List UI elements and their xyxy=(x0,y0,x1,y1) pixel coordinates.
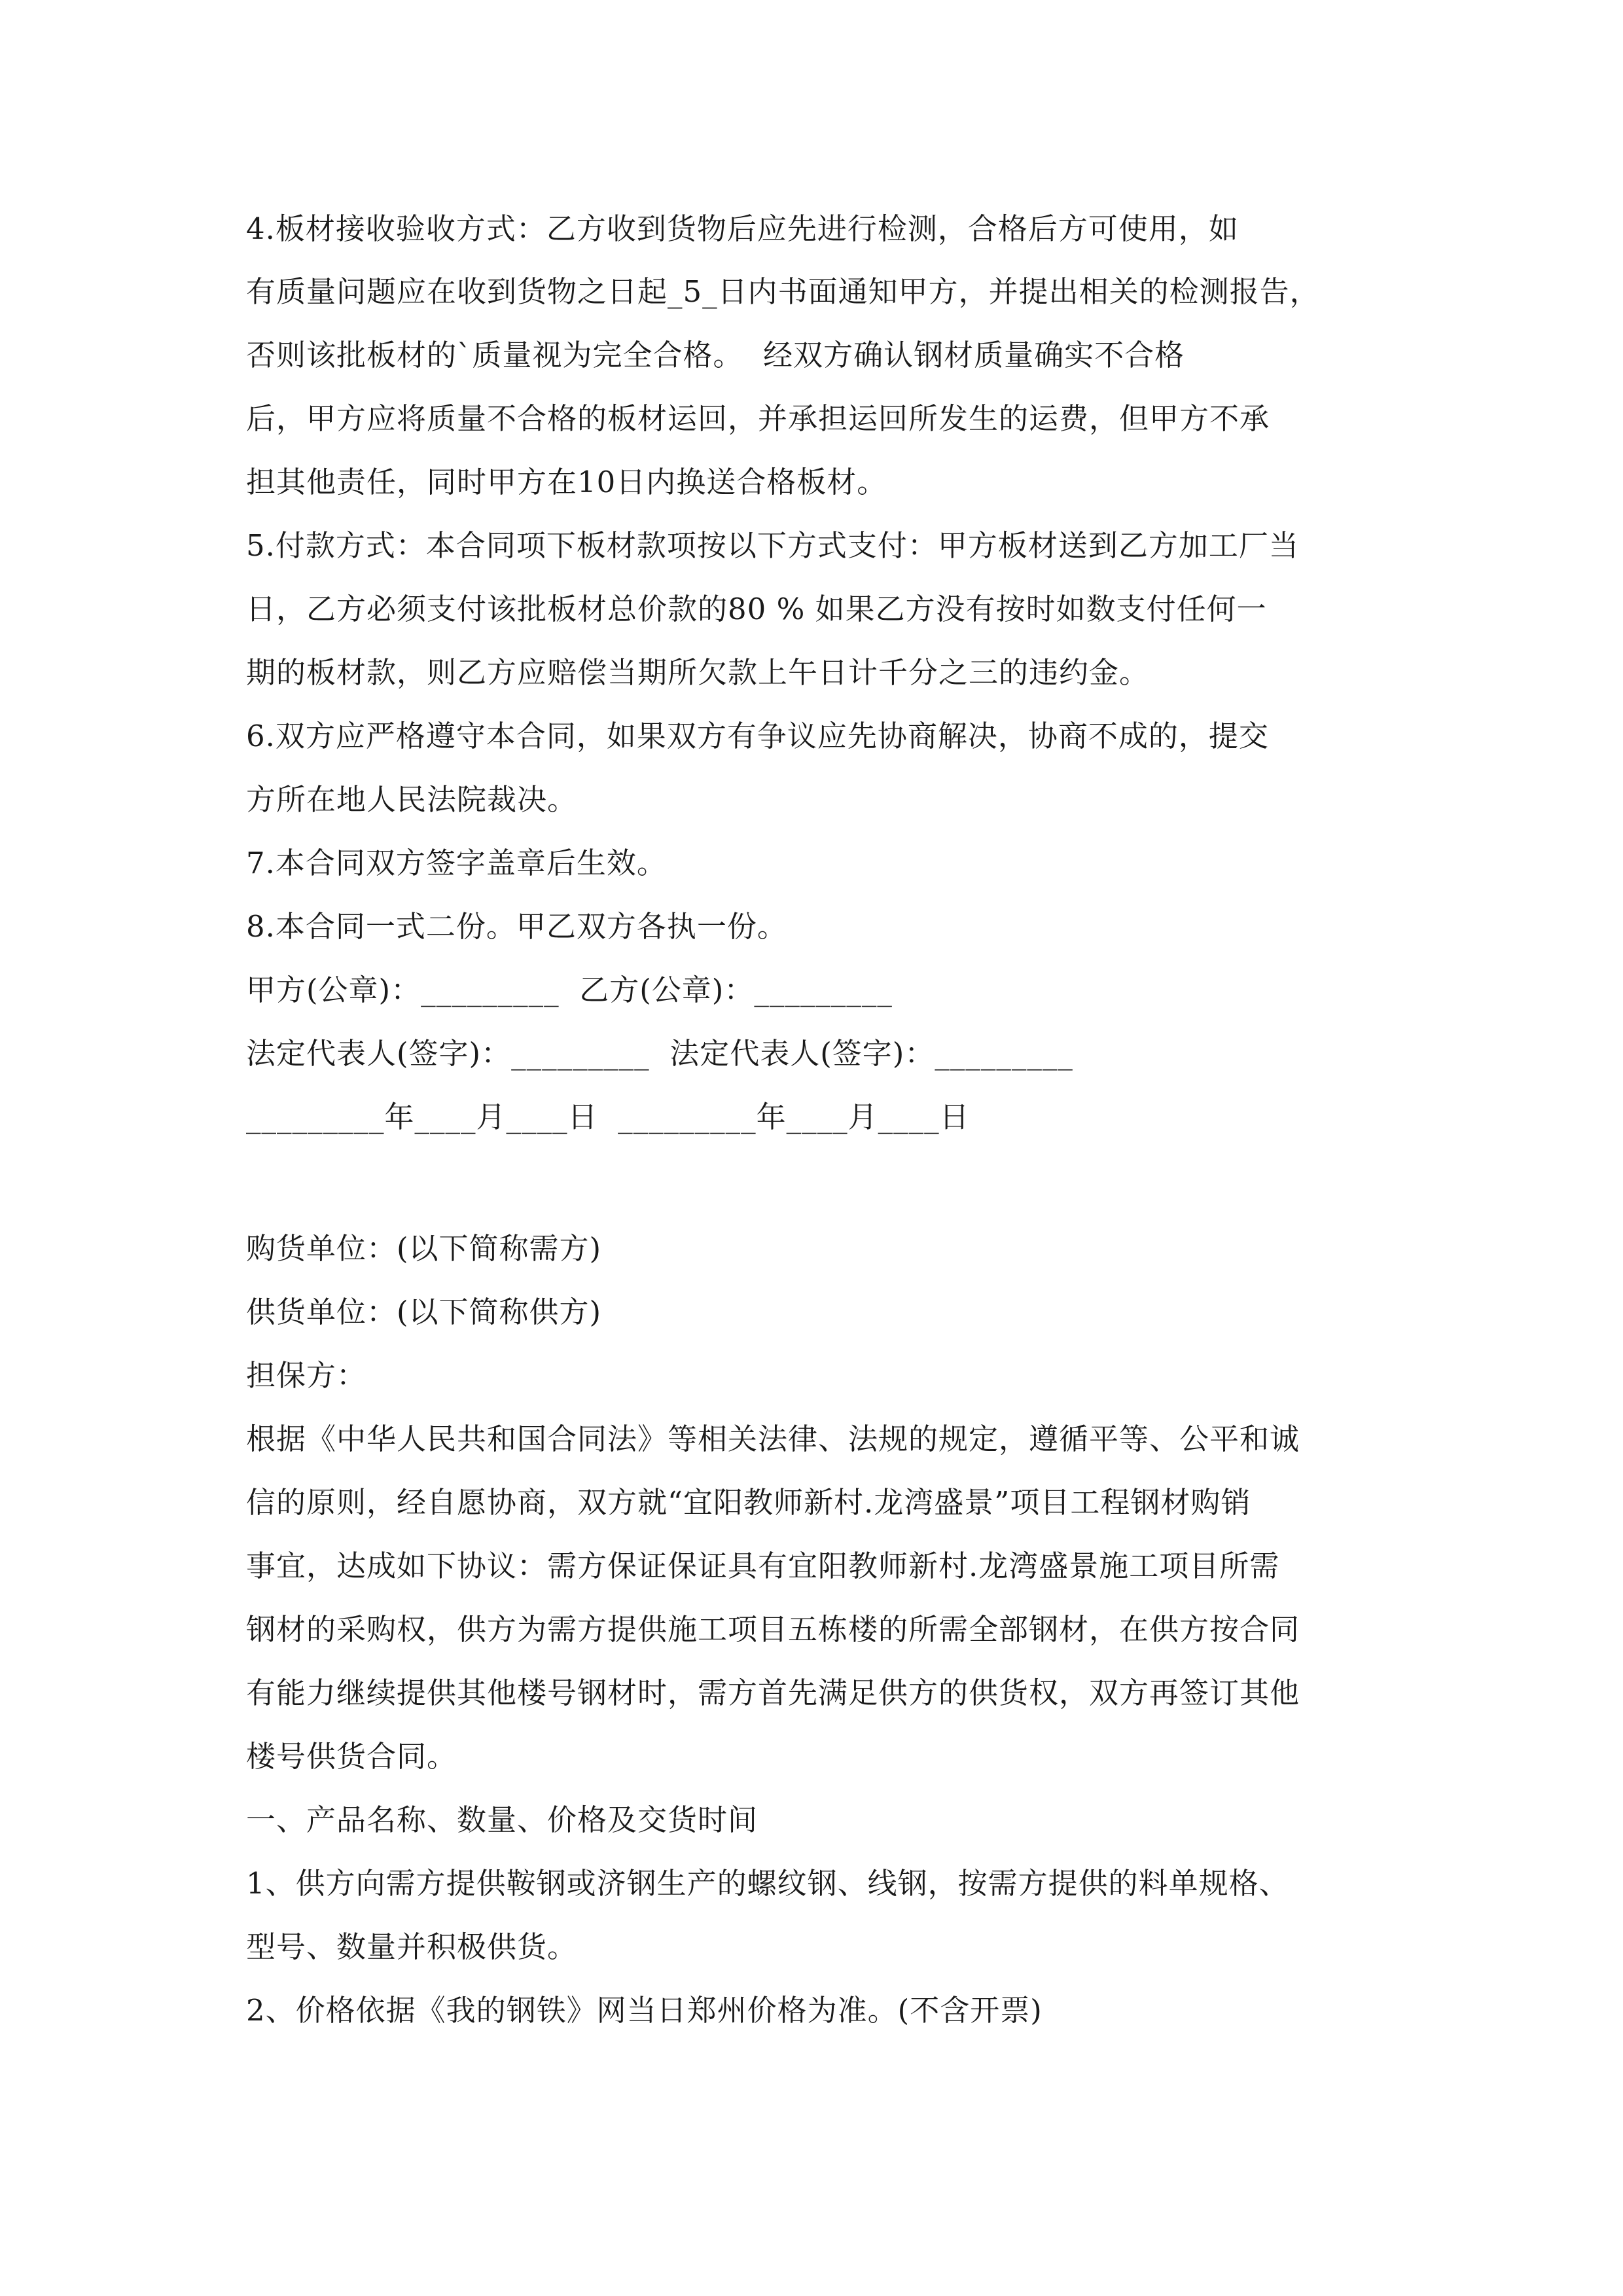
preamble-line-2: 信的原则，经自愿协商，双方就“宜阳教师新村.龙湾盛景”项目工程钢材购销 xyxy=(246,1485,1251,1520)
preamble-line-1: 根据《中华人民共和国合同法》等相关法律、法规的规定，遵循平等、公平和诚 xyxy=(246,1422,1300,1456)
supplier-unit: 供货单位：(以下简称供方) xyxy=(246,1295,602,1329)
party-seal-line: 甲方(公章)：_________ 乙方(公章)：_________ xyxy=(246,973,893,1007)
clause-4-line-4: 后，甲方应将质量不合格的板材运回，并承担运回所发生的运费，但甲方不承 xyxy=(246,401,1270,436)
preamble-line-6: 楼号供货合同。 xyxy=(246,1739,457,1774)
clause-4-line-2: 有质量问题应在收到货物之日起_5_日内书面通知甲方，并提出相关的检测报告， xyxy=(246,274,1320,309)
section-heading-1: 一、产品名称、数量、价格及交货时间 xyxy=(246,1803,758,1837)
clause-5-line-1: 5.付款方式：本合同项下板材款项按以下方式支付：甲方板材送到乙方加工厂当 xyxy=(246,528,1299,563)
preamble-line-4: 钢材的采购权，供方为需方提供施工项目五栋楼的所需全部钢材，在供方按合同 xyxy=(246,1612,1300,1647)
buyer-unit: 购货单位：(以下简称需方) xyxy=(246,1231,602,1266)
clause-5-line-3: 期的板材款，则乙方应赔偿当期所欠款上午日计千分之三的违约金。 xyxy=(246,655,1150,690)
clause-6-line-2: 方所在地人民法院裁决。 xyxy=(246,782,578,817)
item-1-line-1: 1、供方向需方提供鞍钢或济钢生产的螺纹钢、线钢，按需方提供的料单规格、 xyxy=(246,1866,1289,1901)
item-1-line-2: 型号、数量并积极供货。 xyxy=(246,1929,578,1964)
legal-rep-line: 法定代表人(签字)：_________ 法定代表人(签字)：_________ xyxy=(246,1036,1073,1071)
guarantor: 担保方： xyxy=(246,1358,367,1393)
date-line: _________年____月____日 _________年____月____日 xyxy=(246,1100,970,1134)
clause-6-line-1: 6.双方应严格遵守本合同，如果双方有争议应先协商解决，协商不成的，提交 xyxy=(246,719,1269,753)
clause-4-line-1: 4.板材接收验收方式：乙方收到货物后应先进行检测，合格后方可使用，如 xyxy=(246,211,1239,246)
preamble-line-5: 有能力继续提供其他楼号钢材时，需方首先满足供方的供货权，双方再签订其他 xyxy=(246,1676,1300,1710)
clause-4-line-5: 担其他责任，同时甲方在10日内换送合格板材。 xyxy=(246,465,887,499)
clause-5-line-2: 日，乙方必须支付该批板材总价款的80 % 如果乙方没有按时如数支付任何一 xyxy=(246,592,1267,626)
clause-8: 8.本合同一式二份。甲乙双方各执一份。 xyxy=(246,909,787,944)
item-2: 2、价格依据《我的钢铁》网当日郑州价格为准。(不含开票) xyxy=(246,1993,1043,2028)
preamble-line-3: 事宜，达成如下协议：需方保证保证具有宜阳教师新村.龙湾盛景施工项目所需 xyxy=(246,1549,1280,1583)
clause-7: 7.本合同双方签字盖章后生效。 xyxy=(246,846,667,880)
clause-4-line-3: 否则该批板材的`质量视为完全合格。 经双方确认钢材质量确实不合格 xyxy=(246,338,1185,372)
